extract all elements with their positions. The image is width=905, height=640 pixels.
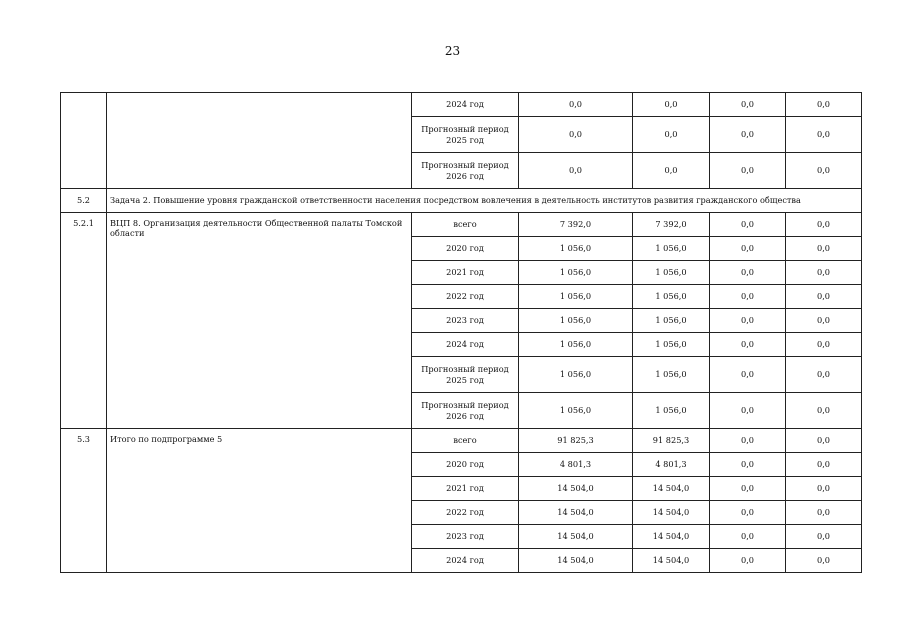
value-cell: 0,0 [710, 477, 786, 501]
period-cell: всего [412, 213, 519, 237]
value-cell: 7 392,0 [633, 213, 710, 237]
budget-table [60, 92, 862, 573]
value-cell: 0,0 [633, 93, 710, 117]
page-number: 23 [444, 44, 461, 58]
row-number [61, 93, 107, 189]
period-cell: Прогнозный период 2025 год [412, 117, 519, 153]
value-cell: 1 056,0 [519, 237, 633, 261]
period-cell: 2022 год [412, 285, 519, 309]
value-cell: 0,0 [710, 333, 786, 357]
value-cell: 0,0 [786, 261, 862, 285]
value-cell: 0,0 [786, 309, 862, 333]
period-cell: 2021 год [412, 477, 519, 501]
value-cell: 7 392,0 [519, 213, 633, 237]
period-cell: Прогнозный период 2026 год [412, 393, 519, 429]
value-cell: 1 056,0 [633, 309, 710, 333]
value-cell: 14 504,0 [633, 501, 710, 525]
value-cell: 0,0 [786, 525, 862, 549]
value-cell: 0,0 [710, 501, 786, 525]
value-cell: 0,0 [710, 93, 786, 117]
value-cell: 1 056,0 [519, 285, 633, 309]
table-row [61, 93, 862, 117]
value-cell: 0,0 [786, 213, 862, 237]
value-cell: 1 056,0 [633, 333, 710, 357]
row-number: 5.3 [61, 429, 107, 573]
value-cell: 0,0 [786, 501, 862, 525]
period-cell: 2020 год [412, 237, 519, 261]
value-cell: 14 504,0 [519, 501, 633, 525]
period-cell: 2022 год [412, 501, 519, 525]
task-text: Задача 2. Повышение уровня гражданской ответственности населения посредством вовлечения в деятельность институтов развития гражданского общества [107, 189, 862, 213]
value-cell: 14 504,0 [633, 525, 710, 549]
value-cell: 0,0 [786, 429, 862, 453]
period-cell: 2024 год [412, 93, 519, 117]
value-cell: 1 056,0 [519, 393, 633, 429]
value-cell: 0,0 [710, 153, 786, 189]
value-cell: 0,0 [786, 93, 862, 117]
value-cell: 14 504,0 [633, 549, 710, 573]
period-cell: 2020 год [412, 453, 519, 477]
value-cell: 0,0 [710, 453, 786, 477]
value-cell: 0,0 [710, 117, 786, 153]
period-cell: 2024 год [412, 333, 519, 357]
table-row [61, 429, 862, 453]
value-cell: 14 504,0 [519, 477, 633, 501]
value-cell: 0,0 [786, 333, 862, 357]
table-row [61, 213, 862, 237]
value-cell: 0,0 [786, 153, 862, 189]
value-cell: 0,0 [786, 117, 862, 153]
value-cell: 0,0 [786, 453, 862, 477]
value-cell: 1 056,0 [519, 309, 633, 333]
value-cell: 0,0 [786, 285, 862, 309]
row-name: Итого по подпрограмме 5 [107, 429, 412, 573]
value-cell: 14 504,0 [519, 549, 633, 573]
value-cell: 0,0 [519, 117, 633, 153]
value-cell: 0,0 [710, 357, 786, 393]
value-cell: 1 056,0 [633, 285, 710, 309]
value-cell: 0,0 [519, 153, 633, 189]
value-cell: 0,0 [710, 525, 786, 549]
value-cell: 0,0 [710, 393, 786, 429]
value-cell: 91 825,3 [633, 429, 710, 453]
period-cell: Прогнозный период 2025 год [412, 357, 519, 393]
value-cell: 1 056,0 [519, 333, 633, 357]
period-cell: Прогнозный период 2026 год [412, 153, 519, 189]
value-cell: 0,0 [710, 429, 786, 453]
value-cell: 1 056,0 [633, 261, 710, 285]
value-cell: 0,0 [519, 93, 633, 117]
value-cell: 91 825,3 [519, 429, 633, 453]
value-cell: 0,0 [786, 393, 862, 429]
value-cell: 0,0 [786, 549, 862, 573]
row-number: 5.2.1 [61, 213, 107, 429]
row-name: ВЦП 8. Организация деятельности Общественной палаты Томской области [107, 213, 412, 429]
value-cell: 4 801,3 [633, 453, 710, 477]
value-cell: 0,0 [786, 237, 862, 261]
value-cell: 0,0 [710, 213, 786, 237]
task-row [61, 189, 862, 213]
value-cell: 1 056,0 [633, 393, 710, 429]
period-cell: 2023 год [412, 309, 519, 333]
value-cell: 0,0 [786, 477, 862, 501]
value-cell: 4 801,3 [519, 453, 633, 477]
period-cell: 2021 год [412, 261, 519, 285]
value-cell: 1 056,0 [519, 357, 633, 393]
value-cell: 1 056,0 [633, 237, 710, 261]
value-cell: 0,0 [710, 237, 786, 261]
value-cell: 14 504,0 [633, 477, 710, 501]
value-cell: 0,0 [786, 357, 862, 393]
period-cell: 2023 год [412, 525, 519, 549]
value-cell: 14 504,0 [519, 525, 633, 549]
task-number: 5.2 [61, 189, 107, 213]
value-cell: 1 056,0 [519, 261, 633, 285]
value-cell: 0,0 [710, 261, 786, 285]
row-name [107, 93, 412, 189]
value-cell: 0,0 [633, 117, 710, 153]
value-cell: 0,0 [710, 285, 786, 309]
value-cell: 0,0 [710, 549, 786, 573]
value-cell: 0,0 [633, 153, 710, 189]
period-cell: всего [412, 429, 519, 453]
value-cell: 1 056,0 [633, 357, 710, 393]
value-cell: 0,0 [710, 309, 786, 333]
period-cell: 2024 год [412, 549, 519, 573]
